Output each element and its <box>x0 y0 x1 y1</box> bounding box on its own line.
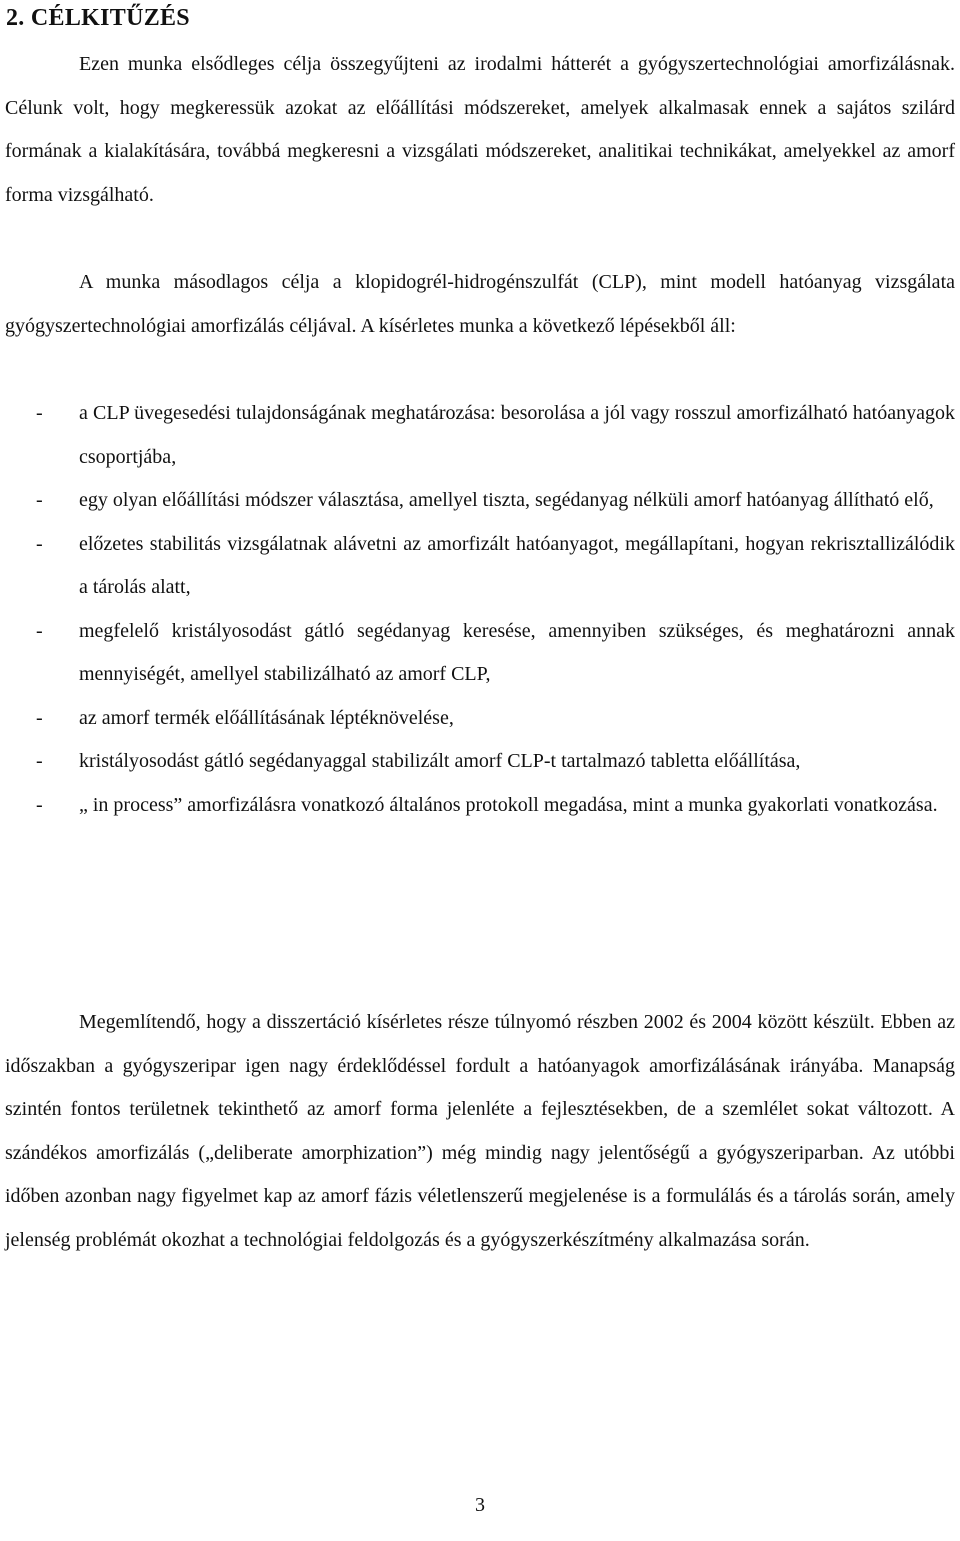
list-item-text: előzetes stabilitás vizsgálatnak alávetni az amorfizált hatóanyagot, megállapítani, hogyan rekrisztallizálódik a tárolás alatt, <box>79 532 955 598</box>
paragraph-closing: Megemlítendő, hogy a disszertáció kísérletes része túlnyomó részben 2002 és 2004 között készült. Ebben az időszakban a gyógyszeripar igen nagy érdeklődéssel fordult a hatóanyagok amorfizálásának irányába. Manapság szintén fontos területnek tekinthető az amorf forma jelenléte a fejlesztésekben, de a szemlélet sokat változott. A szándékos amorfizálás („deliberate amorphization”) még mindig nagy jelentőségű a gyógyszeriparban. Az utóbbi időben azonban nagy figyelmet kap az amorf fázis véletlenszerű megjelenése is a formulálás és a tárolás során, amely jelenség problémát okozhat a technológiai feldolgozás és a gyógyszerkészítmény alkalmazása során. <box>5 1011 955 1251</box>
list-item-text: egy olyan előállítási módszer választása, amellyel tiszta, segédanyag nélküli amorf hatóanyag állítható elő, <box>79 489 934 511</box>
list-item <box>5 697 955 741</box>
list-bullet: - <box>36 706 43 729</box>
paragraph-primary-goal: Ezen munka elsődleges célja összegyűjteni az irodalmi hátterét a gyógyszertechnológiai amorfizálásnak. Célunk volt, hogy megkeressük azokat az előállítási módszereket, amelyek alkalmasak ennek a sajátos szilárd formának a kialakítására, továbbá megkeresni a vizsgálati módszereket, analitikai technikákat, amelyekkel az amorf forma vizsgálható. <box>5 53 955 206</box>
section-heading: 2. CÉLKITŰZÉS <box>6 5 190 31</box>
list-bullet: - <box>36 402 43 424</box>
step-list <box>5 392 955 827</box>
paragraph-secondary-goal: A munka másodlagos célja a klopidogrél-hidrogénszulfát (CLP), mint modell hatóanyag vizsgálata gyógyszertechnológiai amorfizálás céljával. A kísérletes munka a következő lépésekből áll: <box>5 271 955 337</box>
list-bullet: - <box>36 619 43 642</box>
list-item-text: a CLP üvegesedési tulajdonságának meghatározása: besorolása a jól vagy rosszul amorfizálható hatóanyagok csoportjába, <box>79 402 955 468</box>
list-item <box>5 523 955 610</box>
list-item <box>5 610 955 697</box>
list-item-text: „ in process” amorfizálásra vonatkozó általános protokoll megadása, mint a munka gyakorlati vonatkozása. <box>79 793 938 816</box>
list-bullet: - <box>36 750 43 772</box>
list-item-text: az amorf termék előállításának léptéknövelése, <box>79 706 454 729</box>
list-bullet: - <box>36 793 43 816</box>
list-item <box>5 479 955 523</box>
list-item-text: megfelelő kristályosodást gátló segédanyag keresése, amennyiben szükséges, és meghatározni annak mennyiségét, amellyel stabilizálható az amorf CLP, <box>79 619 955 685</box>
list-bullet: - <box>36 489 43 511</box>
page-number: 3 <box>475 1494 485 1516</box>
list-bullet: - <box>36 532 43 555</box>
list-item <box>5 740 955 784</box>
list-item-text: kristályosodást gátló segédanyaggal stabilizált amorf CLP-t tartalmazó tabletta előállítása, <box>79 750 801 772</box>
list-item <box>5 392 955 479</box>
list-item <box>5 784 955 828</box>
